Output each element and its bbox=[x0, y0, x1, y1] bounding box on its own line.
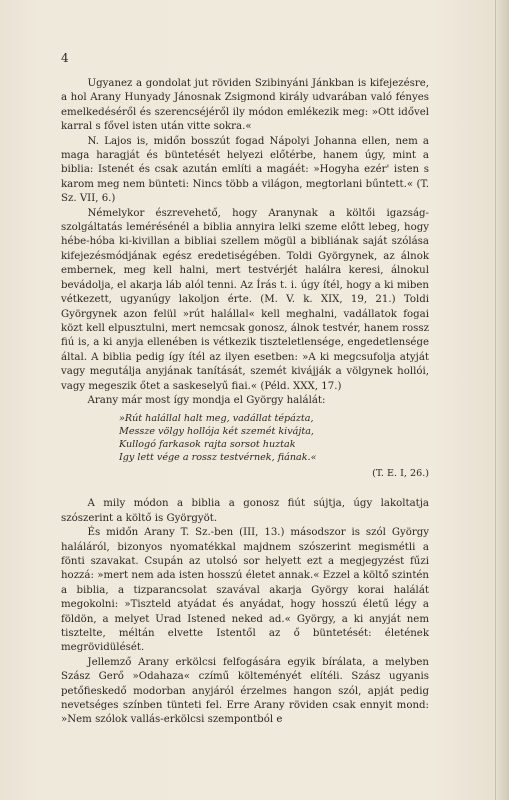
poem-quote bbox=[119, 412, 429, 480]
poem-line: Igy lett vége a rossz testvérnek, fiának.« bbox=[119, 452, 317, 464]
paragraph: N. Lajos is, midőn bosszút fogad Nápolyi Johanna ellen, nem a maga haragját és büntetését helyezi előtérbe, hanem úgy, mint a biblia: Istenét és csak azután említi a magáét: »Hogyha ezér' isten s karom meg nem bünteti: Nincs több a világon, megtorlani bűntett.« (T. Sz. VII, 6.) bbox=[61, 135, 429, 205]
body-text bbox=[61, 77, 429, 728]
paragraph: A mily módon a biblia a gonosz fiút sújtja, úgy lakoltatja szószerint a költő is Györgyöt. bbox=[61, 498, 429, 524]
paragraph: Némelykor észrevehető, hogy Aranynak a költői igazság-szolgáltatás lemérésénél a biblia annyira lelki szeme előtt lebeg, hogy hébe-hóba ki-kivillan a bibliai szellem mögül a bibliának saját szólása kifejezésmódjának egész eredetiségében. Toldi Györgynek, az álnok embernek, meg kell halni, mert testvérjét halálra keresi, álnokul bevádolja, el akarja láb alól tenni. Az Írás t. i. úgy ítél, hogy a ki miben vétkezett, ugyanúgy lakoljon érte. (M. V. k. XIX, 19, 21.) Toldi Györgynek azon felül »rút halállal« kell meghalni, vadállatok fogai közt kell elpusztulni, mert nemcsak gonosz, álnok testvér, hanem rossz fiú is, a ki anyja ellenében is vétkezik tiszteletlensége, engedetlensége által. A biblia pedig így ítél az ilyen esetben: »A ki megcsufolja atyját vagy megutálja anyjának tanítását, szemét kivájják a völgynek hollói, vagy megeszik őtet a saskeselyű fiai.« (Péld. XXX, 17.) bbox=[61, 207, 429, 392]
page-number: 4 bbox=[61, 51, 69, 65]
poem-line: Kullogó farkasok rajta sorsot huztak bbox=[119, 439, 296, 451]
paragraph: Ugyanez a gondolat jut röviden Szibinyáni Jánkban is kifejezésre, a hol Arany Hunyady Jánosnak Zsigmond király udvarában való fényes emelkedéséről és szerencséjéről ily módon emlékezik meg: »Ott idővel karral s fővel isten után vitte sokra.« bbox=[61, 78, 429, 133]
page-edge-shadow bbox=[495, 0, 509, 800]
poem-line: »Rút halállal halt meg, vadállat tépázta, bbox=[119, 413, 314, 425]
paragraph: Jellemző Arany erkölcsi felfogására egyik bírálata, a melyben Szász Gerő »Odahaza« czímű költeményét elítéli. Szász ugyanis petőfieskedő modorban anyjáról érzelmes hangon szól, apját pedig nevetséges színben tünteti fel. Erre Arany röviden csak ennyit mond: »Nem szólok vallás-erkölcsi szempontból e bbox=[61, 656, 429, 726]
paragraph: És midőn Arany T. Sz.-ben (III, 13.) másodszor is szól György haláláról, bizonyos nyomatékkal majdnem szószerint megismétli a fönti szavakat. Csupán az utolsó sor helyett ezt a megjegyzést fűzi hozzá: »mert nem ada isten hosszú életet annak.« Ezzel a költő szintén a biblia, a tizparancsolat szavával akarja György korai halálát megokolni: »Tiszteld atyádat és anyádat, hogy hosszú életű légy a földön, a melyet Urad Istened neked ad.« György, a ki anyját nem tisztelte, méltán elvette Istentől az ő büntetését: életének megrövidülését. bbox=[61, 527, 429, 654]
poem-reference: (T. E. I, 26.) bbox=[372, 468, 429, 480]
poem-line: Messze völgy hollója két szemét kivájta, bbox=[119, 426, 314, 438]
paragraph: Arany már most így mondja el György halálát: bbox=[87, 394, 326, 406]
